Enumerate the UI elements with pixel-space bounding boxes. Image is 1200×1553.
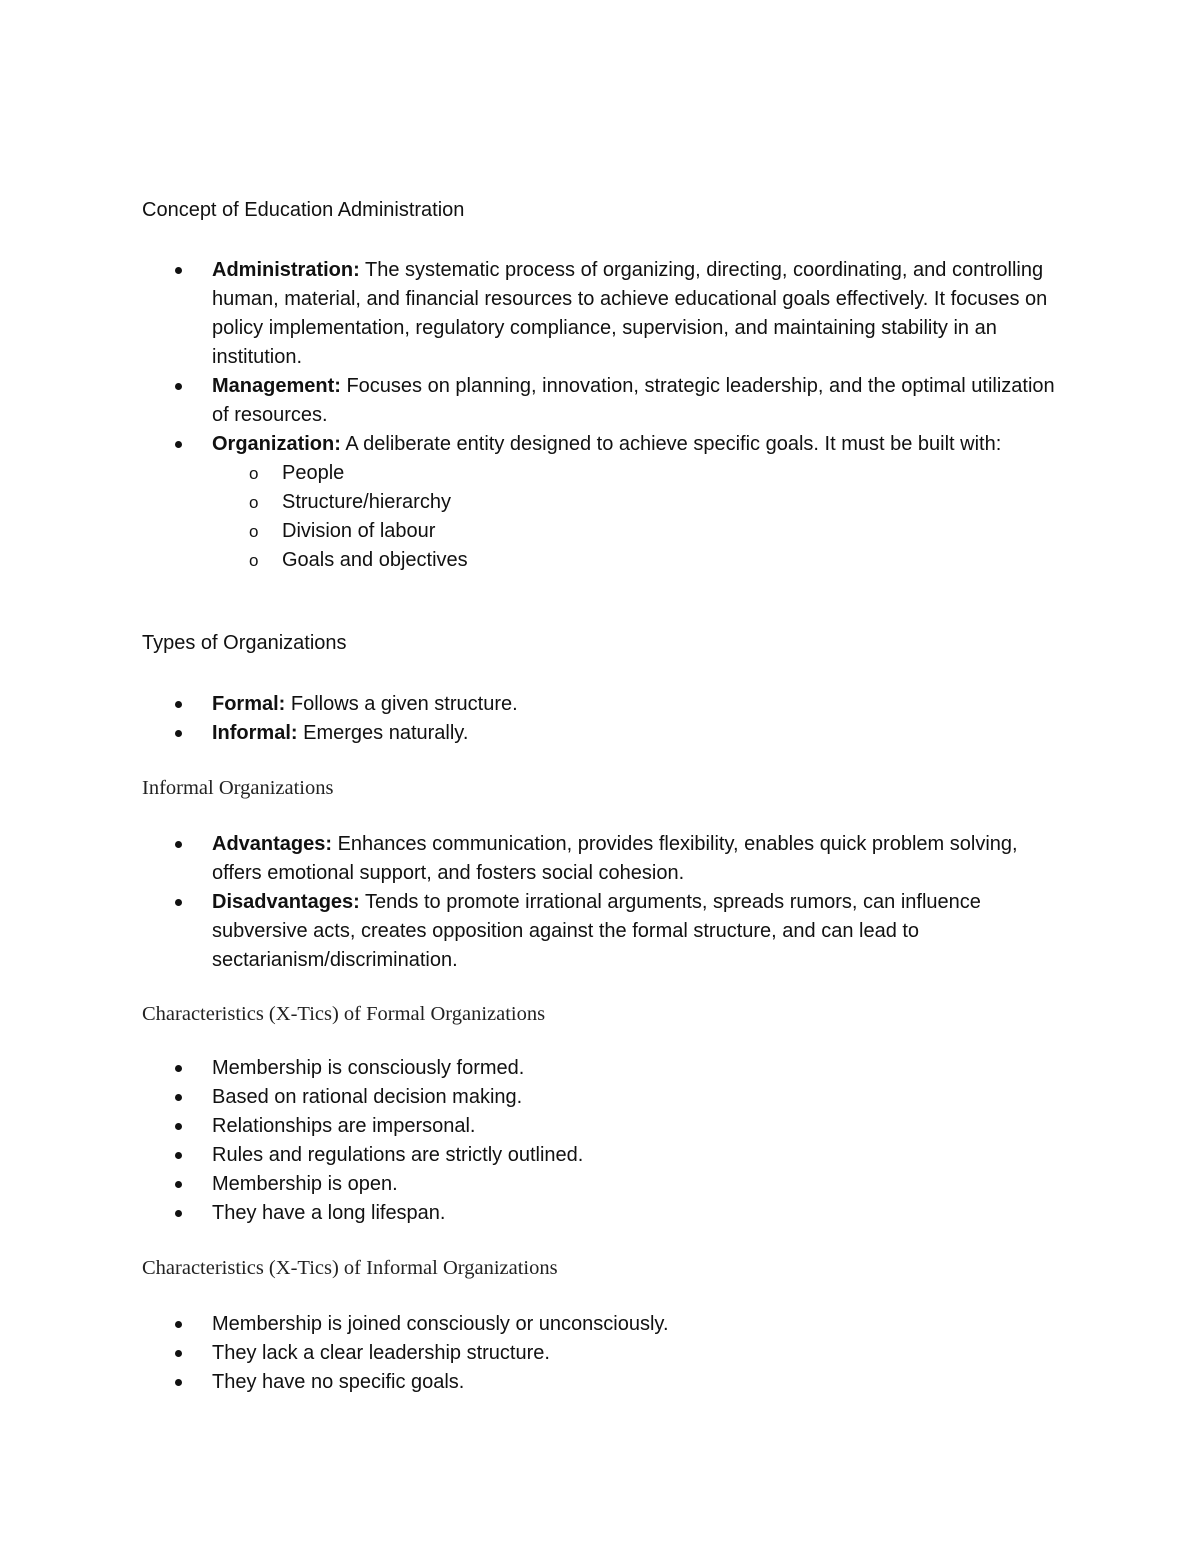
sublist-item: o People [212,459,1060,488]
list-item: Membership is consciously formed. [0,1054,1200,1083]
formal-xtics-list [0,1054,1200,1228]
section-heading-types: Types of Organizations [142,632,347,654]
list-item: They have no specific goals. [0,1368,1200,1397]
informal-xtics-list [0,1310,1200,1397]
list-item [0,372,1200,430]
term-label: Organization: [212,433,341,455]
concept-list [0,256,1200,575]
term-text: Focuses on planning, innovation, strategic leadership, and the optimal utilization of resources. [212,375,1055,426]
list-item: Membership is joined consciously or unconsciously. [0,1310,1200,1339]
list-item [0,690,1200,719]
list-item [0,256,1200,372]
informal-list [0,830,1200,975]
list-item: Relationships are impersonal. [0,1112,1200,1141]
term-text: Follows a given structure. [285,693,518,715]
term-label: Formal: [212,693,286,715]
section-heading-informal-xtics: Characteristics (X-Tics) of Informal Organizations [142,1257,558,1279]
term-label: Disadvantages: [212,891,360,913]
list-item [0,719,1200,748]
term-text: A deliberate entity designed to achieve specific goals. It must be built with: [340,433,1002,455]
sublist-item: o Goals and objectives [212,546,1060,575]
list-item [0,430,1200,575]
list-item: Based on rational decision making. [0,1083,1200,1112]
section-heading-formal-xtics: Characteristics (X-Tics) of Formal Organizations [142,1003,546,1025]
list-item: Rules and regulations are strictly outlined. [0,1141,1200,1170]
list-item: They have a long lifespan. [0,1199,1200,1228]
section-heading-concept: Concept of Education Administration [142,199,465,221]
sublist-item: o Structure/hierarchy [212,488,1060,517]
term-text: Emerges naturally. [297,722,469,744]
list-item [0,830,1200,888]
list-item: Membership is open. [0,1170,1200,1199]
list-item: They lack a clear leadership structure. [0,1339,1200,1368]
term-label: Management: [212,375,341,397]
types-list [0,690,1200,748]
term-text: Tends to promote irrational arguments, spreads rumors, can influence subversive acts, creates opposition against the formal structure, and can lead to sectarianism/discrimination. [212,891,981,971]
term-label: Advantages: [212,833,333,855]
section-heading-informal: Informal Organizations [142,777,334,799]
term-label: Informal: [212,722,298,744]
organization-sublist [212,459,1060,575]
term-text: The systematic process of organizing, directing, coordinating, and controlling human, material, and financial resources to achieve educational goals effectively. It focuses on policy implementation, regulatory compliance, supervision, and maintaining stability in an institution. [212,259,1048,368]
term-text: Enhances communication, provides flexibility, enables quick problem solving, offers emotional support, and fosters social cohesion. [212,833,1018,884]
sublist-item: o Division of labour [212,517,1060,546]
term-label: Administration: [212,259,360,281]
list-item [0,888,1200,975]
